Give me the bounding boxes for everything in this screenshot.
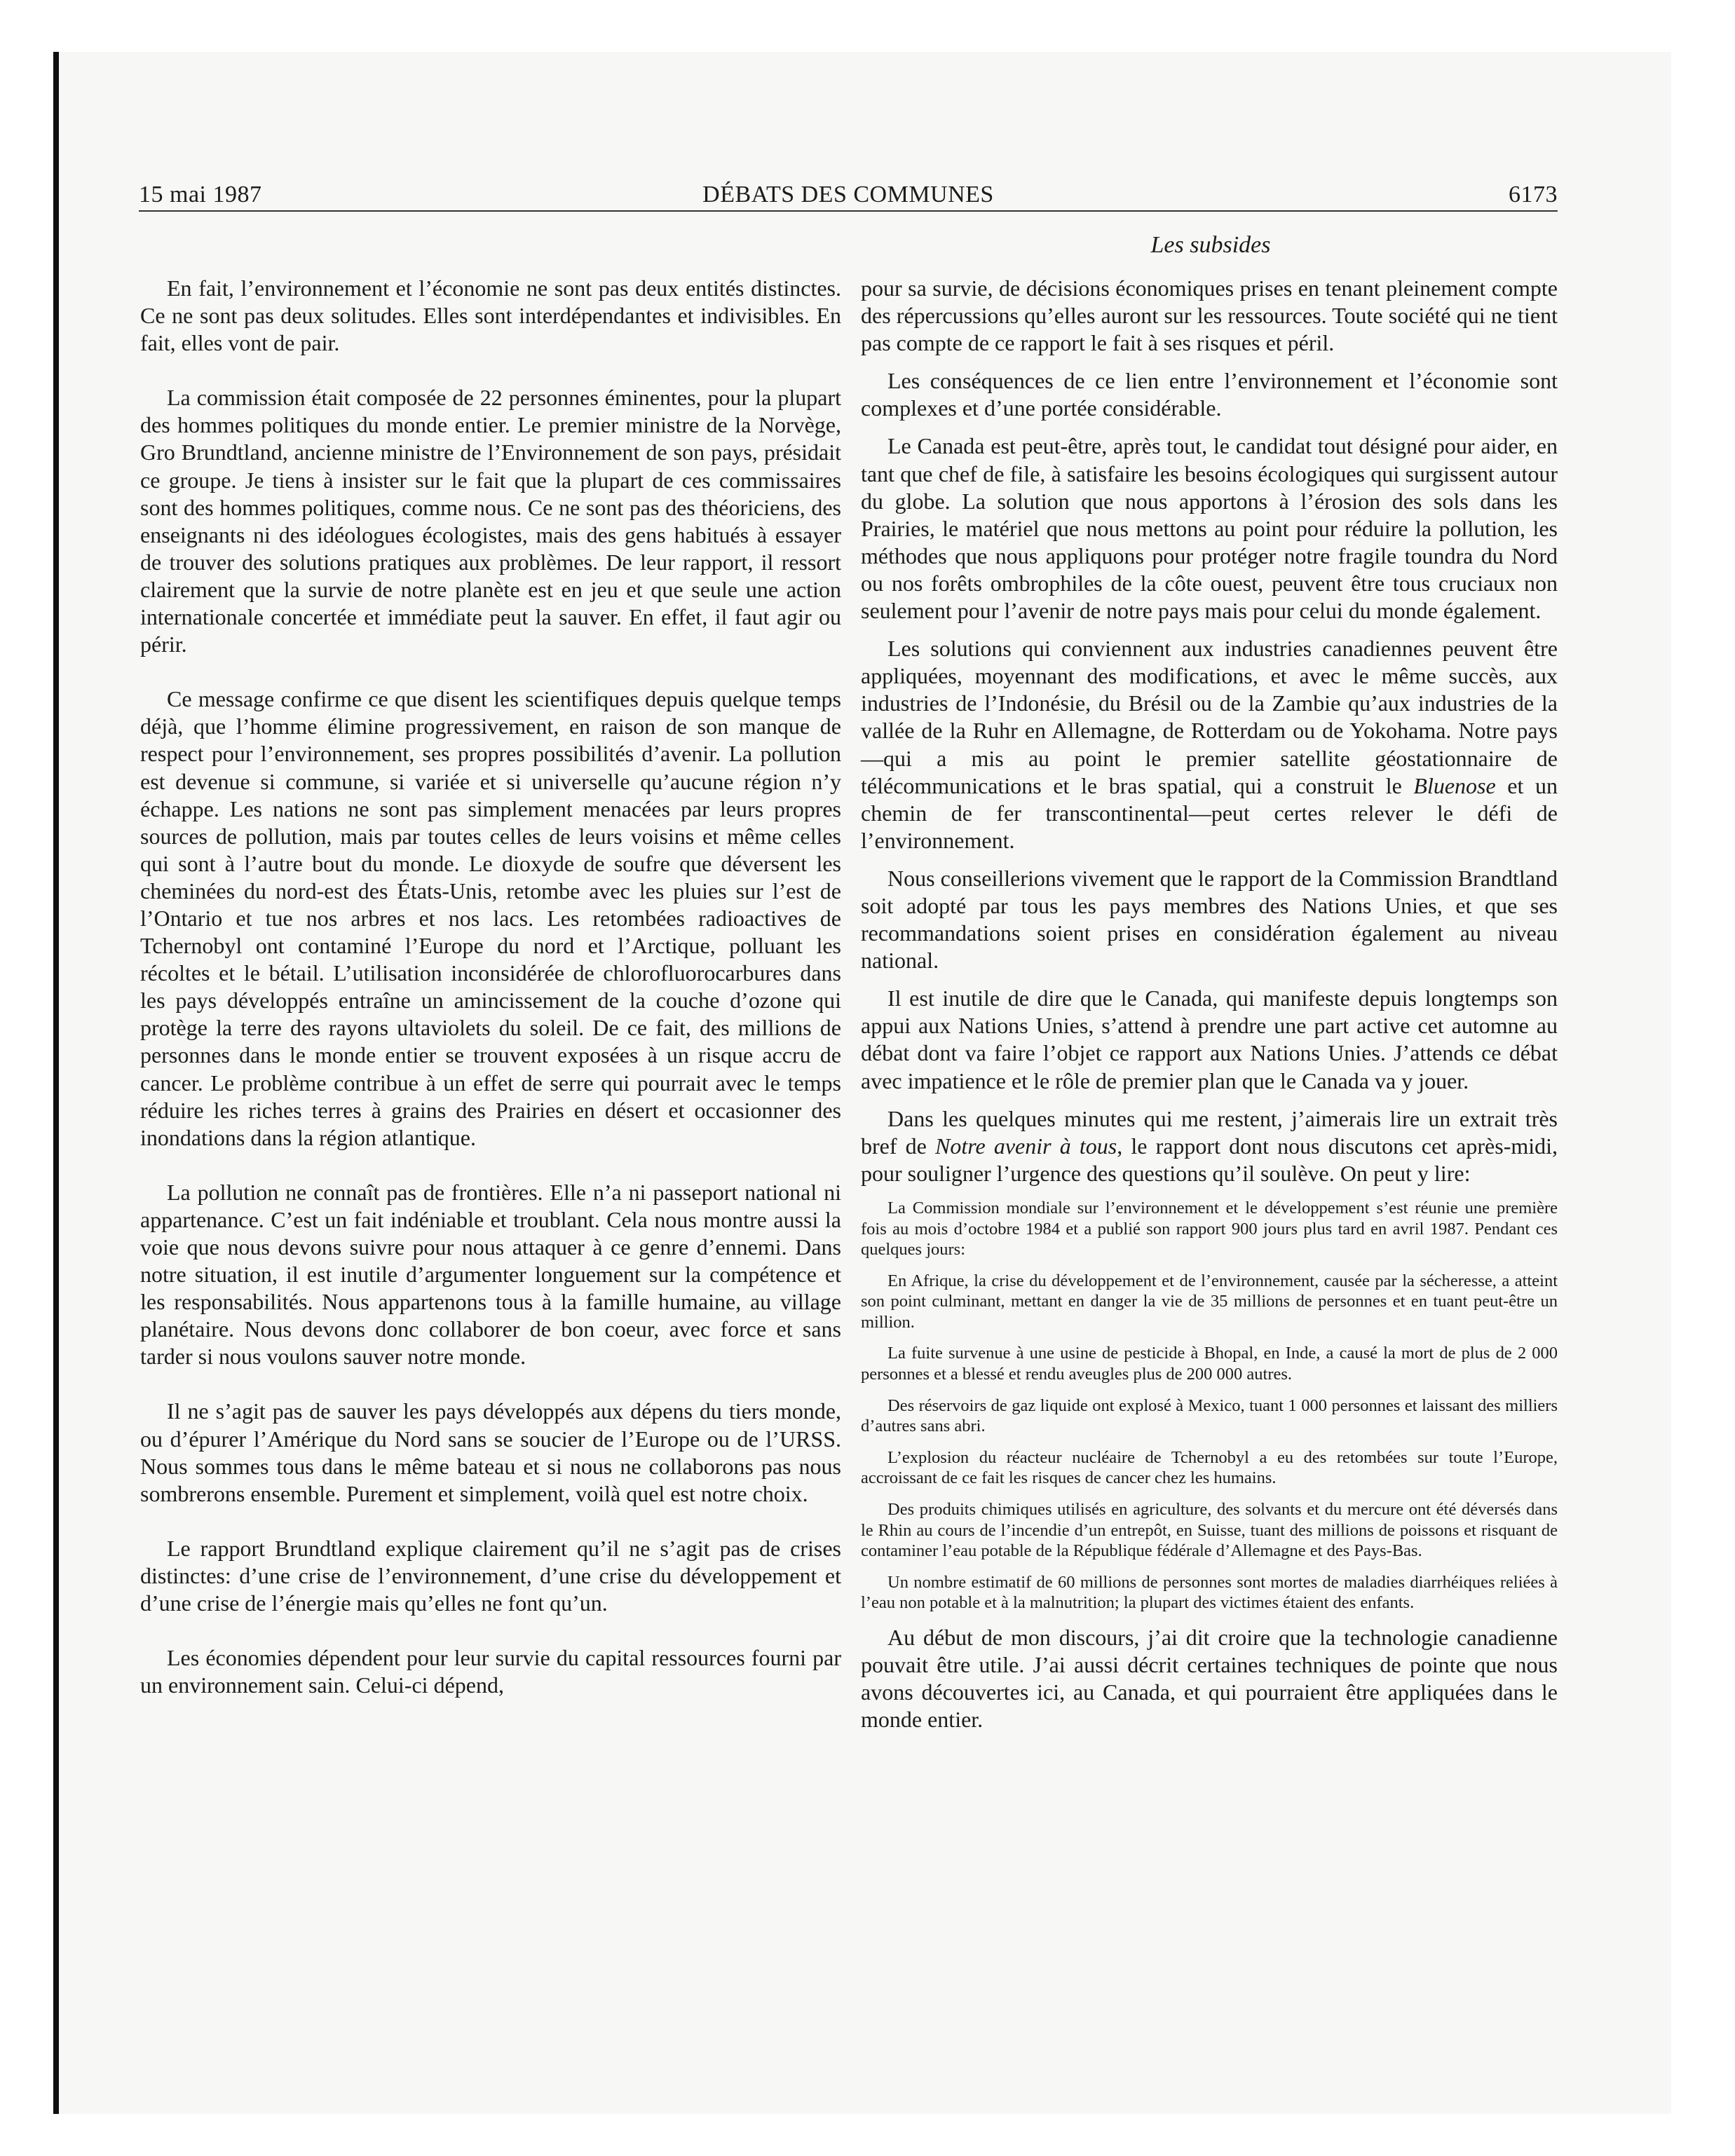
paragraph: Le Canada est peut-être, après tout, le candidat tout désigné pour aider, en tant que chef de file, à satisfaire les besoins écologiques qui surgissent autour du globe. La solution que nous apportons à l’érosion des sols dans les Prairies, le matériel que nous mettons au point pour réduire la pollution, les méthodes que nous appliquons pour protéger notre fragile toundra du Nord ou nos forêts ombrophiles de la côte ouest, peuvent être tous cruciaux non seulement pour l’avenir de notre pays mais pour celui du monde également. bbox=[861, 433, 1558, 624]
paragraph: Les économies dépendent pour leur survie du capital ressources fourni par un environnement sain. Celui-ci dépend, bbox=[140, 1645, 841, 1698]
quote-paragraph: L’explosion du réacteur nucléaire de Tchernobyl a eu des retombées sur toute l’Europe, accroissant de ce fait les risques de cancer chez les humains. bbox=[861, 1447, 1558, 1488]
quote-paragraph: Un nombre estimatif de 60 millions de personnes sont mortes de maladies diarrhéiques reliées à l’eau non potable et à la malnutrition; la plupart des victimes étaient des enfants. bbox=[861, 1572, 1558, 1613]
paragraph: Ce message confirme ce que disent les scientifiques depuis quelque temps déjà, que l’homme élimine progressivement, en raison de son manque de respect pour l’environnement, ses propres possibilités d’avenir. La pollution est devenue si commune, si variée et si universelle qu’aucune région n’y échappe. Les nations ne sont pas simplement menacées par leurs propres sources de pollution, mais par toutes celles de leurs voisins et même celles qui sont à l’autre bout du monde. Le dioxyde de soufre que déversent les cheminées du nord-est des États-Unis, retombe avec les pluies sur l’est de l’Ontario et tue nos arbres et nos lacs. Les retombées radioactives de Tchernobyl ont contaminé l’Europe du nord et l’Arctique, polluant les récoltes et le bétail. L’utilisation inconsidérée de chlorofluorocarbures dans les pays développés entraîne un amincissement de la couche d’ozone qui protège la terre des rayons ultaviolets du soleil. De ce fait, des millions de personnes dans le monde entier se trouvent exposées à un risque accru de cancer. Le problème contribue à un effet de serre qui pourrait avec le temps réduire les riches terres à grains des Prairies en désert et occasionner des inondations dans la région atlantique. bbox=[140, 686, 841, 1150]
paragraph bbox=[861, 1105, 1558, 1187]
quote-paragraph: La fuite survenue à une usine de pesticide à Bhopal, en Inde, a causé la mort de plus de 2 000 personnes et a blessé et rendu aveugles plus de 200 000 autres. bbox=[861, 1344, 1558, 1384]
text-run: et un chemin de fer transcontinental—peut certes relever le défi de l’environnement. bbox=[861, 772, 1558, 853]
paragraph: Nous conseillerions vivement que le rapport de la Commission Brandtland soit adopté par tous les pays membres des Nations Unies, et que ses recommandations soient prises en considération également au niveau national. bbox=[861, 865, 1558, 974]
paragraph: Il est inutile de dire que le Canada, qui manifeste depuis longtemps son appui aux Nations Unies, s’attend à prendre une part active cet automne au débat dont va faire l’objet ce rapport aux Nations Unies. J’attends ce débat avec impatience et le rôle de premier plan que le Canada va y jouer. bbox=[861, 985, 1558, 1093]
text-run: , le rapport dont nous discutons cet après-midi, pour souligner l’urgence des questions qu’il soulève. On peut y lire: bbox=[861, 1133, 1558, 1186]
quote-paragraph: Des produits chimiques utilisés en agriculture, des solvants et du mercure ont été déversés dans le Rhin au cours de l’incendie d’un entrepôt, en Suisse, tuant des millions de poissons et risquant de contaminer l’eau potable de la République fédérale d’Allemagne et des Pays-Bas. bbox=[861, 1500, 1558, 1561]
section-title: Les subsides bbox=[1150, 232, 1271, 258]
paragraph: Le rapport Brundtland explique clairement qu’il ne s’agit pas de crises distinctes: d’une crise de l’environnement, d’une crise du développement et d’une crise de l’énergie mais qu’elles ne font qu’un. bbox=[140, 1535, 841, 1616]
quote-paragraph: La Commission mondiale sur l’environnement et le développement s’est réunie une première fois au mois d’octobre 1984 et a publié son rapport 900 jours plus tard en avril 1987. Pendant ces quelques jours: bbox=[861, 1198, 1558, 1260]
quote-paragraph: Des réservoirs de gaz liquide ont explosé à Mexico, tuant 1 000 personnes et laissant des milliers d’autres sans abri. bbox=[861, 1396, 1558, 1436]
continued-paragraph: pour sa survie, de décisions économiques prises en tenant pleinement compte des répercussions qu’elles auront sur les ressources. Toute société qui ne tient pas compte de ce rapport le fait à ses risques et péril. bbox=[861, 275, 1558, 356]
paragraph: Les conséquences de ce lien entre l’environnement et l’économie sont complexes et d’une portée considérable. bbox=[861, 368, 1558, 421]
paragraph: Au début de mon discours, j’ai dit croire que la technologie canadienne pouvait être utile. J’ai aussi décrit certaines techniques de pointe que nous avons découvertes ici, au Canada, et qui pourraient être appliquées dans le monde entier. bbox=[861, 1625, 1558, 1733]
ship-name-italic: Bluenose bbox=[1413, 772, 1496, 798]
quoted-excerpt bbox=[861, 1198, 1558, 1613]
report-title-italic: Notre avenir à tous bbox=[935, 1133, 1117, 1159]
header-title: DÉBATS DES COMMUNES bbox=[702, 182, 994, 207]
paragraph: La commission était composée de 22 personnes éminentes, pour la plupart des hommes politiques du monde entier. Le premier ministre de la Norvège, Gro Brundtland, ancienne ministre de l’Environnement de son pays, présidait ce groupe. Je tiens à insister sur le fait que la plupart de ces commissaires sont des hommes politiques, comme nous. Ce ne sont pas des théoriciens, des enseignants ni des idéologues écologistes, mais des gens habitués à essayer de trouver des solutions pratiques aux problèmes. De leur rapport, il ressort clairement que la survie de notre planète est en jeu et que seule une action internationale concertée et immédiate peut la sauver. En effet, il faut agir ou périr. bbox=[140, 385, 841, 657]
page-header bbox=[139, 178, 1558, 212]
paragraph: En fait, l’environnement et l’économie ne sont pas deux entités distinctes. Ce ne sont pas deux solitudes. Elles sont interdépendantes et indivisibles. En fait, elles vont de pair. bbox=[140, 275, 841, 356]
quote-paragraph: En Afrique, la crise du développement et de l’environnement, causée par la sécheresse, a atteint son point culminant, mettant en danger la vie de 35 millions de personnes et en tuant peut-être un million. bbox=[861, 1271, 1558, 1332]
paragraph bbox=[861, 635, 1558, 854]
text-run: Dans les quelques minutes qui me restent, j’aimerais lire un extrait très bref de bbox=[861, 1105, 1558, 1159]
left-column bbox=[140, 275, 841, 1726]
text-run: Les solutions qui conviennent aux industries canadiennes peuvent être appliquées, moyennant des modifications, et avec le même succès, aux industries de l’Indonésie, du Brésil ou de la Zambie qu’aux industries de la vallée de la Ruhr en Allemagne, de Rotterdam ou de Yokohama. Notre pays—qui a mis au point le premier satellite géostationnaire de télécommunications et le bras spatial, qui a construit le bbox=[861, 636, 1558, 798]
paragraph: La pollution ne connaît pas de frontières. Elle n’a ni passeport national ni appartenance. C’est un fait indéniable et troublant. Cela nous montre aussi la voie que nous devons suivre pour nous attaquer à ce genre d’ennemi. Dans notre situation, il est inutile d’argumenter longuement sur la compétence et les responsabilités. Nous appartenons tous à la famille humaine, au village planétaire. Nous devons donc collaborer de bon coeur, avec force et sans tarder si nous voulons sauver notre monde. bbox=[140, 1179, 841, 1370]
paragraph: Il ne s’agit pas de sauver les pays développés aux dépens du tiers monde, ou d’épurer l’Amérique du Nord sans se soucier de l’Europe ou de l’URSS. Nous sommes tous dans le même bateau et si nous ne collaborons pas nous sombrerons ensemble. Purement et simplement, voilà quel est notre choix. bbox=[140, 1398, 841, 1506]
right-column bbox=[861, 275, 1558, 1744]
header-date: 15 mai 1987 bbox=[139, 182, 262, 207]
header-page-number: 6173 bbox=[1509, 182, 1558, 207]
